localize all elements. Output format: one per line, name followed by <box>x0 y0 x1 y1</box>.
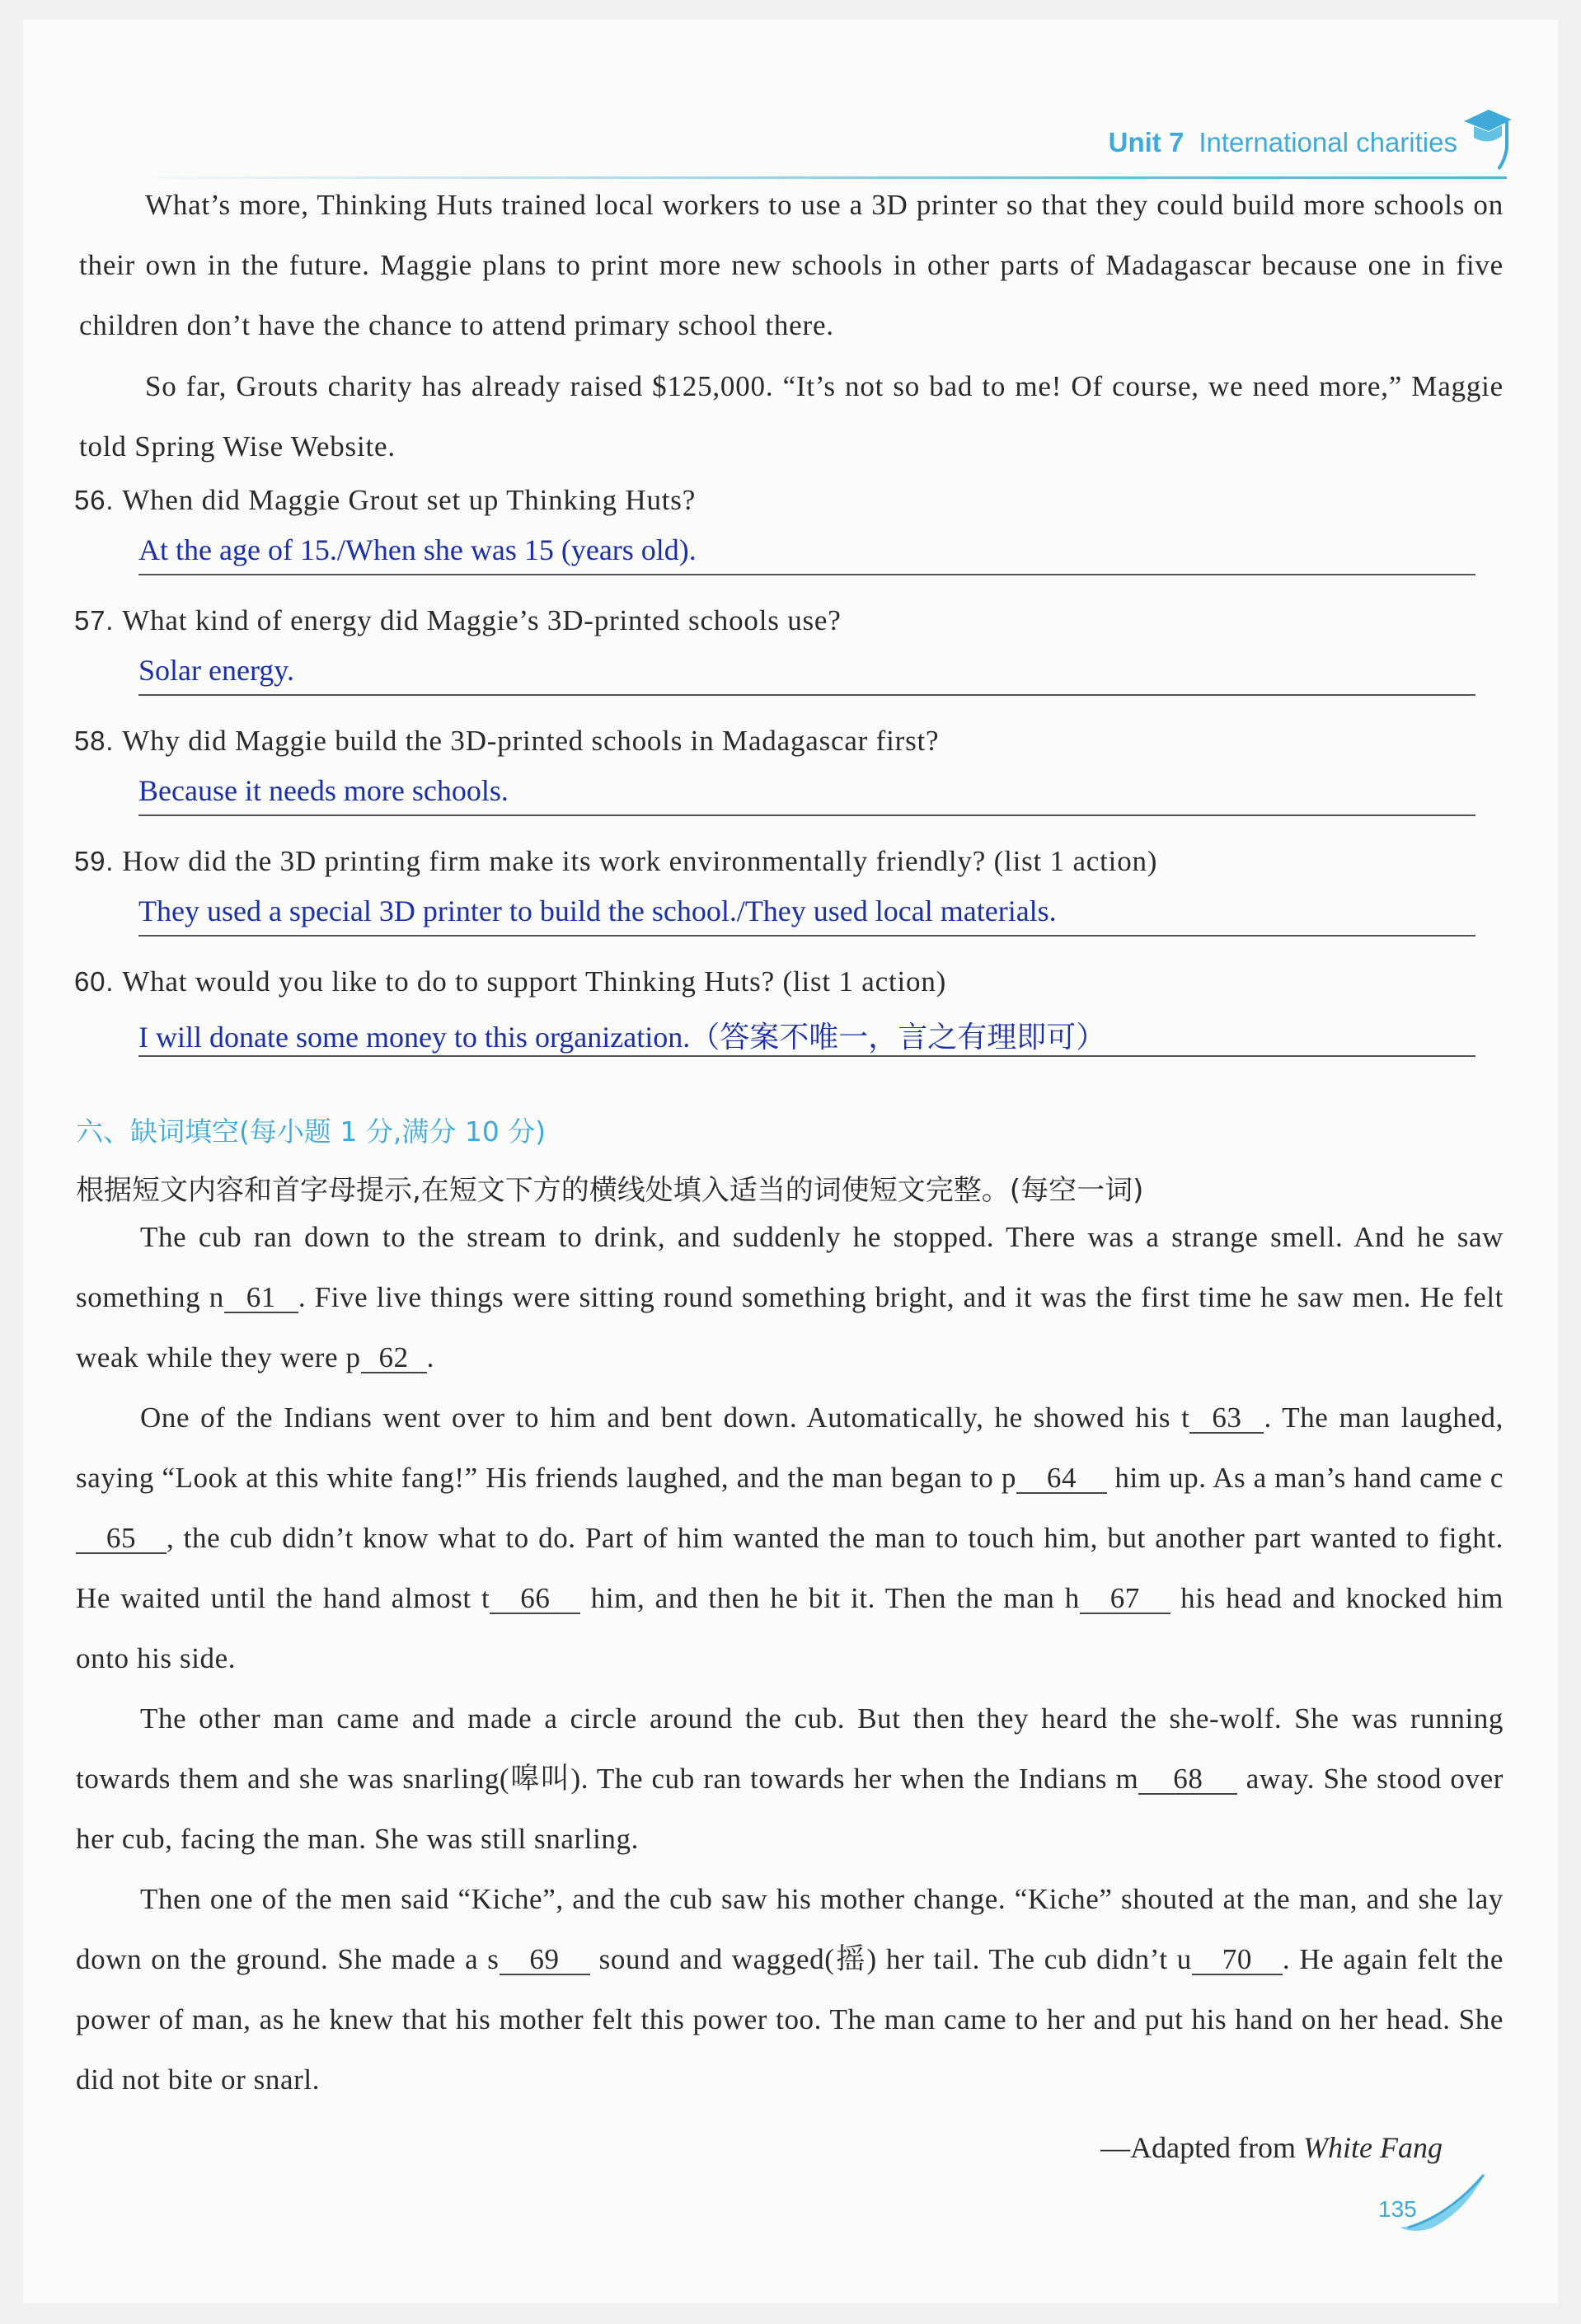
question-number: 56. <box>74 485 115 515</box>
page-header <box>155 127 1507 176</box>
blank-62[interactable]: 62 <box>361 1344 427 1373</box>
paragraph-whats-more: What’s more, Thinking Huts trained local workers to use a 3D printer so that they could build more schools on their own in the future. Maggie plans to print more new schools in other parts of Madagascar because one in five children don’t have the chance to attend primary school there. <box>79 189 1504 341</box>
question-text: How did the 3D printing firm make its work environmentally friendly? (list 1 action) <box>122 845 1158 877</box>
answer-line: I will donate some money to this organization.（答案不唯一，言之有理即可） <box>138 1014 1475 1057</box>
blank-66[interactable]: 66 <box>490 1585 580 1614</box>
cloze-paragraph-4: Then one of the men said “Kiche”, and the cub saw his mother change. “Kiche” shouted at the man, and she lay down on the ground. She made a s 69 sound and wagged(摇) her tail. The cub didn’t u 70 . He again felt the power of man, as he knew that his mother felt this power too. The man came to her and put his hand on her head. She did not bite or snarl. <box>76 1883 1504 2096</box>
graduation-cap-icon <box>1457 98 1515 172</box>
cloze-paragraph-1: The cub ran down to the stream to drink, and suddenly he stopped. There was a strange smell. And he saw something n 61 . Five live things were sitting round something bright, and it was the first time he saw men. He felt weak while they were p 62 . <box>76 1221 1504 1373</box>
blank-65[interactable]: 65 <box>76 1524 167 1554</box>
question-text: What would you like to do to support Thinking Huts? (list 1 action) <box>122 965 947 998</box>
section-instruction: 根据短文内容和首字母提示,在短文下方的横线处填入适当的词使短文完整。(每空一词) <box>76 1174 1144 1207</box>
unit-label: Unit 7 <box>1108 127 1185 157</box>
question-text: Why did Maggie build the 3D-printed schools in Madagascar first? <box>122 725 940 757</box>
blank-61[interactable]: 61 <box>224 1284 298 1313</box>
blank-63[interactable]: 63 <box>1189 1404 1264 1434</box>
blank-69[interactable]: 69 <box>500 1946 590 1975</box>
blank-67[interactable]: 67 <box>1080 1585 1171 1614</box>
answer-line: At the age of 15./When she was 15 (years old). <box>138 533 1475 575</box>
cloze-paragraph-3: The other man came and made a circle around the cub. But then they heard the she-wolf. She was running towards them and she was snarling(嗥叫). The cub ran towards her when the Indians m 68 away. She stood over her cub, facing the man. She was still snarling. <box>76 1702 1504 1855</box>
page-number: 135 <box>1378 2196 1417 2222</box>
answer-line: Solar energy. <box>138 653 1475 696</box>
passage-source: —Adapted from White Fang <box>1100 2131 1443 2164</box>
cloze-paragraph-2: One of the Indians went over to him and bent down. Automatically, he showed his t 63 . The man laughed, saying “Look at this white fang!” His friends laughed, and the man began to p 64 him up. As a man’s hand came c65 , the cub didn’t know what to do. Part of him wanted the man to touch him, but another part wanted to fight. He waited until the hand almost t 66 him, and then he bit it. Then the man h 67 his head and knocked him onto his side. <box>76 1401 1504 1674</box>
header-title <box>1109 127 1457 158</box>
blank-70[interactable]: 70 <box>1192 1946 1283 1975</box>
blank-68[interactable]: 68 <box>1138 1765 1237 1795</box>
source-title: White Fang <box>1303 2131 1443 2164</box>
question-number: 58. <box>74 725 115 756</box>
answer-line: Because it needs more schools. <box>138 773 1475 816</box>
section-title: 六、缺词填空(每小题 1 分,满分 10 分) <box>76 1115 547 1148</box>
question-number: 60. <box>74 966 115 997</box>
paragraph-so-far: So far, Grouts charity has already raised $125,000. “It’s not so bad to me! Of course, we need more,” Maggie told Spring Wise Website. <box>79 370 1504 462</box>
blank-64[interactable]: 64 <box>1016 1464 1107 1494</box>
question-text: When did Maggie Grout set up Thinking Huts? <box>122 484 697 516</box>
page <box>23 20 1558 2303</box>
question-number: 59. <box>74 846 115 876</box>
unit-title: International charities <box>1199 127 1457 157</box>
answer-line: They used a special 3D printer to build the school./They used local materials. <box>138 894 1475 937</box>
question-text: What kind of energy did Maggie’s 3D-printed schools use? <box>122 604 842 636</box>
question-number: 57. <box>74 605 115 636</box>
